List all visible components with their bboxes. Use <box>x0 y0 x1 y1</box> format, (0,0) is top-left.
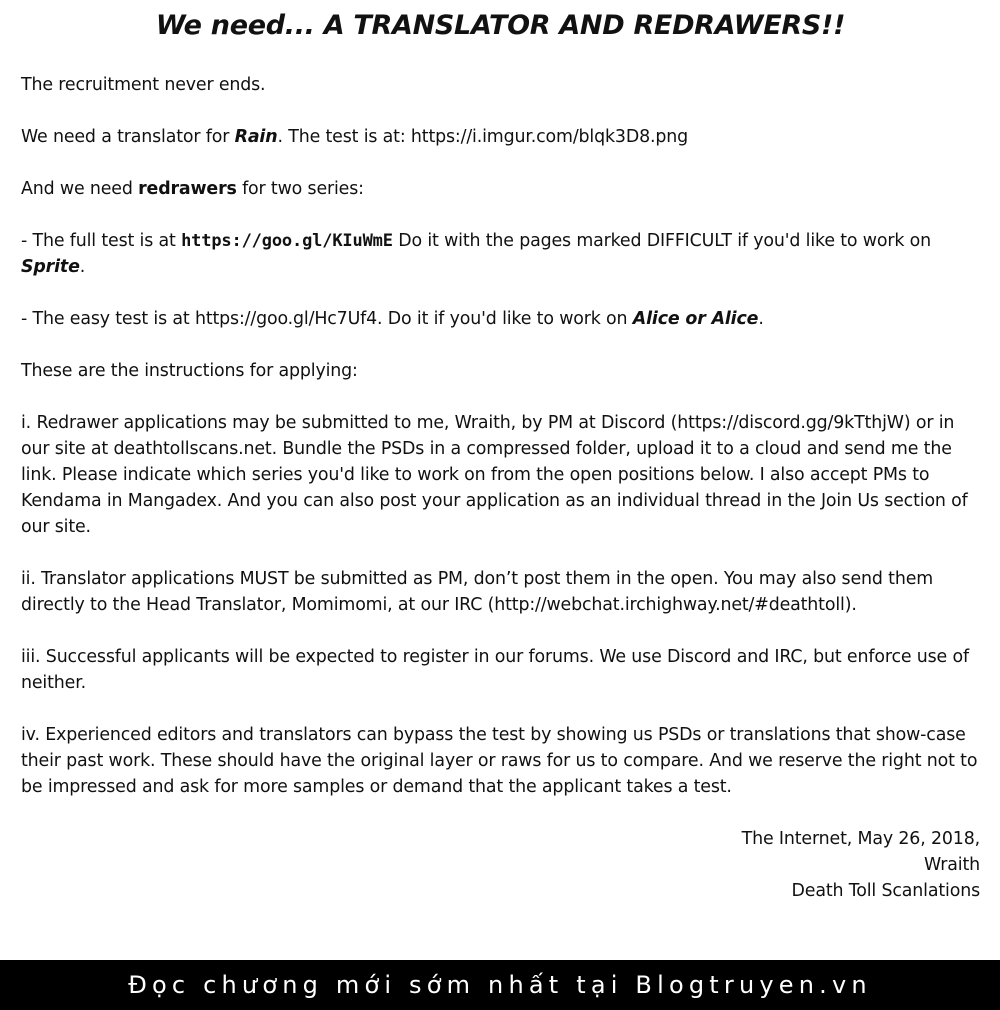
full-test-paragraph <box>21 228 980 280</box>
instruction-item: i. Redrawer applications may be submitted to me, Wraith, by PM at Discord (https://discord.gg/9kTthjW) or in our site at deathtollscans.net. Bundle the PSDs in a compressed folder, upload it to a cloud and send me the link. Please indicate which series you'd like to work on from the open positions below. I also accept PMs to Kendama in Mangadex. And you can also post your application as an individual thread in the Join Us section of our site. <box>21 413 968 537</box>
series-sprite: Sprite <box>21 257 80 277</box>
easy-test-suffix: . <box>758 309 764 329</box>
easy-test-paragraph <box>21 306 980 332</box>
redrawer-need-paragraph <box>21 176 980 202</box>
translator-need-paragraph <box>21 124 980 150</box>
full-test-link: https://goo.gl/KIuWmE <box>181 231 393 251</box>
instruction-item: iii. Successful applicants will be expected to register in our forums. We use Discord and IRC, but enforce use of neither. <box>21 647 969 693</box>
easy-test-text: - The easy test is at https://goo.gl/Hc7Uf4. Do it if you'd like to work on <box>21 309 633 329</box>
watermark-banner: Đọc chương mới sớm nhất tại Blogtruyen.vn <box>0 960 1000 1010</box>
translator-need-text: We need a translator for <box>21 127 235 147</box>
translator-test-text: . The test is at: https://i.imgur.com/blqk3D8.png <box>277 127 689 147</box>
signoff <box>21 826 980 904</box>
signoff-name: Wraith <box>924 855 980 875</box>
intro-paragraph: The recruitment never ends. <box>21 75 266 95</box>
instruction-item: ii. Translator applications MUST be submitted as PM, don’t post them in the open. You may also send them directly to the Head Translator, Momimomi, at our IRC (http://webchat.irchighway.net/#deathtoll). <box>21 569 934 615</box>
page-title: We need... A TRANSLATOR AND REDRAWERS!! <box>155 10 846 41</box>
redrawer-need-text: And we need <box>21 179 139 199</box>
instructions-intro: These are the instructions for applying: <box>21 361 358 381</box>
series-alice: Alice or Alice <box>632 309 759 329</box>
redrawers-emphasis: redrawers <box>138 179 237 199</box>
signoff-date: The Internet, May 26, 2018, <box>741 829 980 849</box>
signoff-group: Death Toll Scanlations <box>791 881 980 901</box>
series-rain: Rain <box>234 127 278 147</box>
instruction-item: iv. Experienced editors and translators can bypass the test by showing us PSDs or translations that show-case their past work. These should have the original layer or raws for us to compare. And we reserve the right not to be impressed and ask for more samples or demand that the applicant takes a test. <box>21 725 978 797</box>
full-test-text: - The full test is at <box>21 231 182 251</box>
redrawer-need-suffix: for two series: <box>236 179 364 199</box>
full-test-suffix: . <box>79 257 86 277</box>
full-test-instructions: Do it with the pages marked DIFFICULT if you'd like to work on <box>392 231 932 251</box>
